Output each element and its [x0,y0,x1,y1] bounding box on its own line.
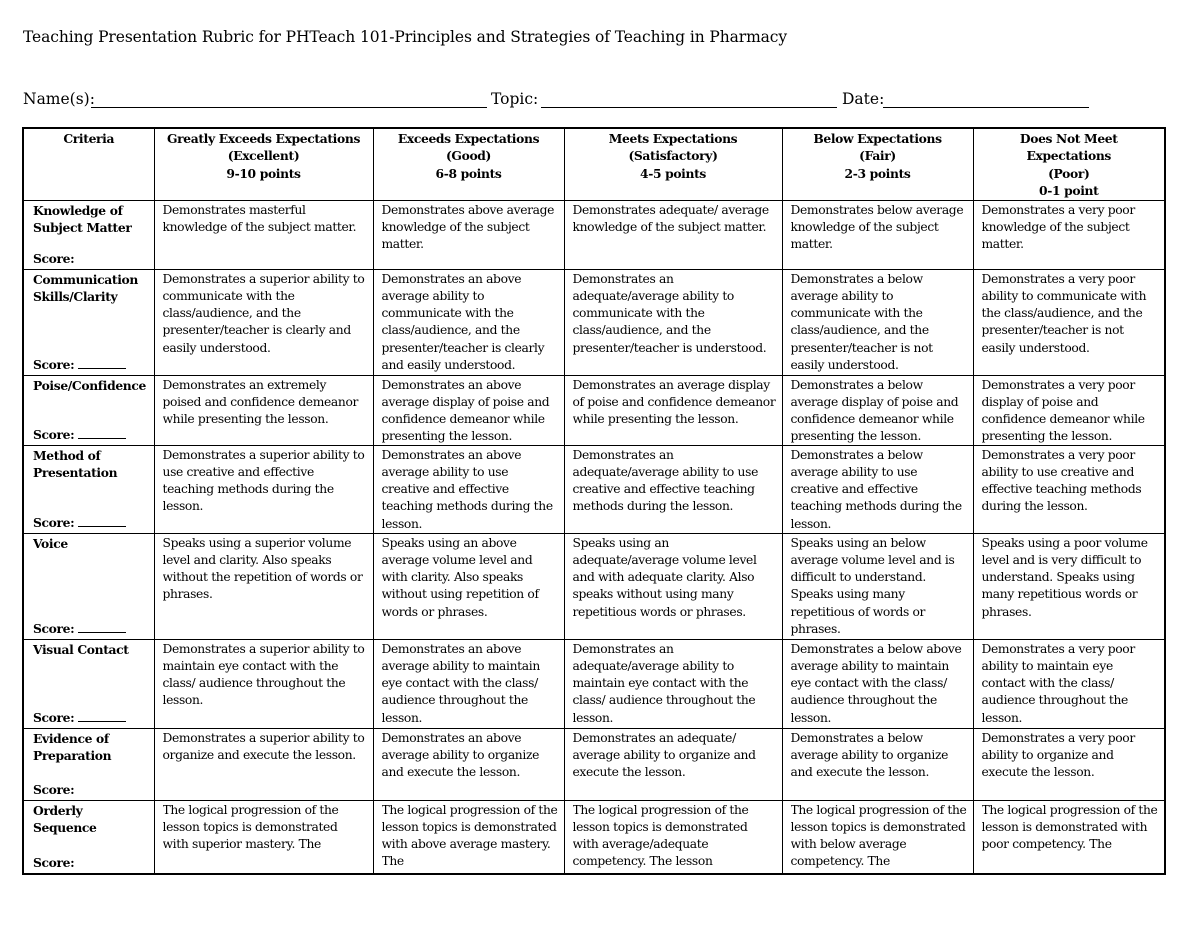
score-field[interactable] [33,426,126,443]
header-fields [23,90,1173,112]
rubric-table [22,127,1166,875]
descriptor-text: Demonstrates below average knowledge of the subject matter. [790,202,964,252]
descriptor-cell [564,800,782,874]
descriptor-cell [973,445,1165,533]
table-row [23,445,1165,533]
descriptor-cell [564,639,782,728]
descriptor-text: Demonstrates a very poor ability to communicate with the class/audience, and the presenter/teacher is not easily understood. [981,271,1147,355]
header-line: 6-8 points [435,165,502,181]
descriptor-text: Demonstrates a below above average ability to maintain eye contact with the class/ audience throughout the lesson. [790,641,962,725]
score-label: Score: [33,357,75,373]
descriptor-text: The logical progression of the lesson topics is demonstrated with above average mastery. The [381,802,558,869]
criteria-name: Sequence [33,819,97,835]
names-field-line[interactable] [91,107,487,108]
descriptor-cell [373,800,564,874]
header-criteria [23,128,154,200]
names-label: Name(s): [23,90,95,108]
score-field[interactable] [33,781,74,798]
document-title: Teaching Presentation Rubric for PHTeach 101-Principles and Strategies of Teaching in Pharmacy [23,28,788,46]
topic-field-line[interactable] [541,107,837,108]
descriptor-text: Demonstrates an above average ability to communicate with the class/audience, and the presenter/teacher is clearly and easily understood. [381,271,545,372]
descriptor-text: Demonstrates a below average ability to organize and execute the lesson. [790,730,949,780]
criteria-name: Poise/Confidence [33,377,146,393]
header-line: Meets Expectations [608,131,738,146]
header-line: 0-1 point [1039,182,1099,198]
descriptor-cell [154,728,373,800]
table-row [23,269,1165,375]
table-row [23,800,1165,874]
descriptor-text: Demonstrates an above average ability to maintain eye contact with the class/ audience throughout the lesson. [381,641,540,725]
descriptor-text: Demonstrates above average knowledge of the subject matter. [381,202,555,252]
descriptor-text: Speaks using a poor volume level and is very difficult to understand. Speaks using many repetitious words or phrases. [981,535,1148,619]
descriptor-text: Demonstrates an above average display of poise and confidence demeanor while presenting the lesson. [381,377,550,444]
header-line: 9-10 points [226,165,301,181]
descriptor-text: The logical progression of the lesson topics is demonstrated with superior mastery. The [162,802,339,852]
header-line: 2-3 points [844,165,911,181]
criteria-name: Preparation [33,747,112,763]
descriptor-text: The logical progression of the lesson is demonstrated with poor competency. The [981,802,1158,852]
criteria-cell [23,375,154,445]
descriptor-text: Demonstrates an average display of poise and confidence demeanor while presenting the lesson. [572,377,776,427]
descriptor-cell [564,375,782,445]
descriptor-cell [373,445,564,533]
criteria-cell [23,269,154,375]
score-label: Score: [33,855,75,871]
descriptor-cell [973,728,1165,800]
descriptor-cell [564,533,782,639]
header-line: Does Not Meet [1019,131,1118,146]
descriptor-text: Demonstrates an adequate/average ability to maintain eye contact with the class/ audience throughout the lesson. [572,641,756,725]
topic-label: Topic: [491,90,539,108]
descriptor-cell [154,200,373,269]
descriptor-cell [782,639,973,728]
descriptor-cell [373,269,564,375]
criteria-name: Evidence of [33,730,109,746]
descriptor-text: Demonstrates a below average ability to communicate with the class/audience, and the presenter/teacher is not easily understood. [790,271,933,372]
descriptor-cell [973,533,1165,639]
score-field[interactable] [33,514,126,531]
table-row [23,375,1165,445]
score-label: Score: [33,710,75,726]
score-field[interactable] [33,620,126,637]
descriptor-text: Demonstrates an extremely poised and confidence demeanor while presenting the lesson. [162,377,359,427]
descriptor-text: Demonstrates a very poor ability to organize and execute the lesson. [981,730,1135,780]
descriptor-cell [782,269,973,375]
criteria-name: Visual Contact [33,641,129,657]
score-blank-line[interactable] [78,514,126,527]
descriptor-cell [373,639,564,728]
descriptor-text: Demonstrates an above average ability to use creative and effective teaching methods during the lesson. [381,447,553,531]
criteria-cell [23,200,154,269]
header-level-3 [564,128,782,200]
header-line: Below Expectations [813,131,942,146]
descriptor-text: Speaks using a superior volume level and clarity. Also speaks without the repetition of words or phrases. [162,535,363,602]
header-level-4 [782,128,973,200]
descriptor-text: The logical progression of the lesson topics is demonstrated with average/adequate competency. The lesson [572,802,749,869]
score-field[interactable] [33,709,126,726]
descriptor-text: Demonstrates an adequate/average ability to use creative and effective teaching methods during the lesson. [572,447,758,514]
descriptor-cell [973,639,1165,728]
descriptor-cell [154,533,373,639]
criteria-name: Communication [33,271,138,287]
descriptor-cell [782,375,973,445]
descriptor-text: Speaks using an below average volume level and is difficult to understand. Speaks using many repetitious of words or phrases. [790,535,955,636]
descriptor-text: Demonstrates an adequate/ average ability to organize and execute the lesson. [572,730,756,780]
score-field[interactable] [33,356,126,373]
descriptor-text: Demonstrates a below average display of poise and confidence demeanor while presenting the lesson. [790,377,959,444]
descriptor-cell [782,445,973,533]
header-line: Greatly Exceeds Expectations [166,131,361,146]
descriptor-cell [973,375,1165,445]
criteria-name: Knowledge of [33,202,123,218]
criteria-name: Voice [33,535,68,551]
descriptor-cell [782,533,973,639]
header-row [23,128,1165,200]
criteria-cell [23,728,154,800]
score-field[interactable] [33,250,74,267]
descriptor-text: Demonstrates adequate/ average knowledge of the subject matter. [572,202,769,234]
descriptor-text: Demonstrates a very poor knowledge of the subject matter. [981,202,1135,252]
score-field[interactable] [33,854,74,871]
descriptor-cell [154,639,373,728]
criteria-cell [23,639,154,728]
score-label: Score: [33,251,75,267]
descriptor-cell [373,728,564,800]
descriptor-cell [373,375,564,445]
descriptor-cell [373,533,564,639]
descriptor-cell [154,445,373,533]
header-line: (Poor) [1048,165,1090,181]
score-blank-line[interactable] [78,356,126,369]
header-line: Expectations [1026,148,1111,164]
descriptor-text: Demonstrates a superior ability to maintain eye contact with the class/ audience throughout the lesson. [162,641,365,708]
descriptor-text: Demonstrates a very poor display of poise and confidence demeanor while presenting the lesson. [981,377,1145,444]
score-label: Score: [33,621,75,637]
header-line: (Good) [445,148,492,164]
descriptor-cell [782,200,973,269]
score-label: Score: [33,782,75,798]
table-row [23,533,1165,639]
header-line: (Satisfactory) [628,148,718,164]
descriptor-text: Demonstrates a very poor ability to use creative and effective teaching methods during the lesson. [981,447,1142,514]
header-line: (Fair) [859,148,896,164]
descriptor-cell [564,269,782,375]
header-line: Criteria [63,131,115,146]
descriptor-cell [564,728,782,800]
criteria-cell [23,445,154,533]
criteria-name: Skills/Clarity [33,288,118,304]
descriptor-text: Demonstrates a superior ability to communicate with the class/audience, and the presenter/teacher is clearly and easily understood. [162,271,365,355]
header-line: 4-5 points [639,165,706,181]
descriptor-text: Demonstrates masterful knowledge of the subject matter. [162,202,357,234]
descriptor-cell [973,800,1165,874]
score-blank-line[interactable] [78,709,126,722]
header-level-5 [973,128,1165,200]
descriptor-cell [782,728,973,800]
descriptor-cell [373,200,564,269]
score-label: Score: [33,515,75,531]
descriptor-cell [564,200,782,269]
descriptor-cell [973,200,1165,269]
descriptor-cell [564,445,782,533]
descriptor-cell [973,269,1165,375]
criteria-cell [23,533,154,639]
descriptor-text: Speaks using an above average volume level and with clarity. Also speaks without using repetition of words or phrases. [381,535,539,619]
criteria-cell [23,800,154,874]
table-row [23,200,1165,269]
criteria-name: Presentation [33,464,118,480]
descriptor-text: The logical progression of the lesson topics is demonstrated with below average competency. The [790,802,967,869]
descriptor-text: Demonstrates a superior ability to use creative and effective teaching methods during the lesson. [162,447,365,514]
score-blank-line[interactable] [78,620,126,633]
descriptor-text: Demonstrates an adequate/average ability to communicate with the class/audience, and the presenter/teacher is understood. [572,271,767,355]
header-line: Exceeds Expectations [397,131,540,146]
criteria-name: Method of [33,447,101,463]
descriptor-cell [154,375,373,445]
header-level-2 [373,128,564,200]
descriptor-text: Speaks using an adequate/average volume level and with adequate clarity. Also speaks without using many repetitious words or phrases. [572,535,757,619]
descriptor-text: Demonstrates a below average ability to use creative and effective teaching methods during the lesson. [790,447,962,531]
date-label: Date: [842,90,885,108]
descriptor-text: Demonstrates a superior ability to organize and execute the lesson. [162,730,365,762]
descriptor-cell [782,800,973,874]
header-level-1 [154,128,373,200]
score-label: Score: [33,427,75,443]
table-row [23,728,1165,800]
date-field-line[interactable] [883,107,1089,108]
descriptor-cell [154,269,373,375]
table-row [23,639,1165,728]
descriptor-text: Demonstrates an above average ability to organize and execute the lesson. [381,730,540,780]
descriptor-text: Demonstrates a very poor ability to maintain eye contact with the class/ audience throughout the lesson. [981,641,1135,725]
criteria-name: Orderly [33,802,83,818]
criteria-name: Subject Matter [33,219,132,235]
header-line: (Excellent) [227,148,300,164]
descriptor-cell [154,800,373,874]
score-blank-line[interactable] [78,426,126,439]
